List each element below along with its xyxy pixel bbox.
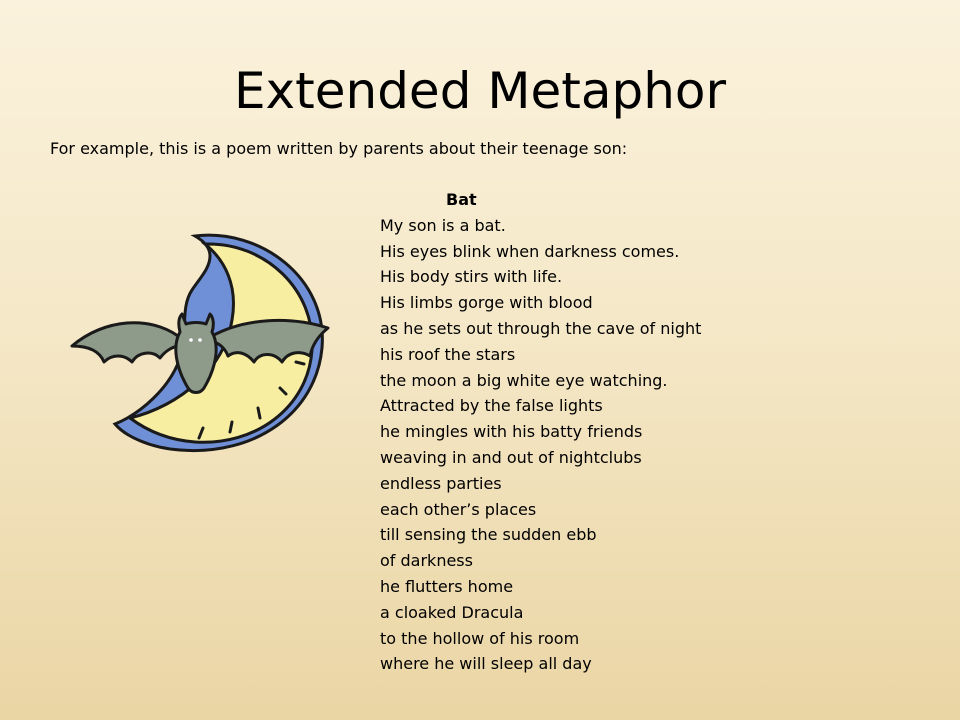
poem-line: he mingles with his batty friends [380,422,643,442]
poem-line: His eyes blink when darkness comes. [380,241,680,261]
poem-lines [380,213,820,677]
poem-line: a cloaked Dracula [380,602,524,622]
poem [380,187,820,677]
illustration [60,228,340,454]
poem-title: Bat [446,190,477,209]
intro-text: For example, this is a poem written by parents about their teenage son: [50,139,628,158]
poem-line: he flutters home [380,576,514,596]
poem-line: each other’s places [380,499,537,519]
poem-line: weaving in and out of nightclubs [380,447,642,467]
poem-line: to the hollow of his room [380,628,580,648]
bat-eye-right [198,338,202,342]
poem-line: His body stirs with life. [380,267,563,287]
bat-and-moon-icon [60,228,340,454]
poem-line: his roof the stars [380,344,516,364]
poem-line: where he will sleep all day [380,654,592,674]
poem-line: My son is a bat. [380,215,506,235]
poem-line: endless parties [380,473,502,493]
slide-title: Extended Metaphor [233,62,727,120]
bat-left-wing [72,323,180,362]
poem-line: the moon a big white eye watching. [380,370,668,390]
poem-line: till sensing the sudden ebb [380,525,597,545]
poem-line: of darkness [380,551,473,571]
bat-eye-left [189,338,193,342]
poem-line: His limbs gorge with blood [380,293,593,313]
poem-line: Attracted by the false lights [380,396,603,416]
poem-line: as he sets out through the cave of night [380,318,702,338]
